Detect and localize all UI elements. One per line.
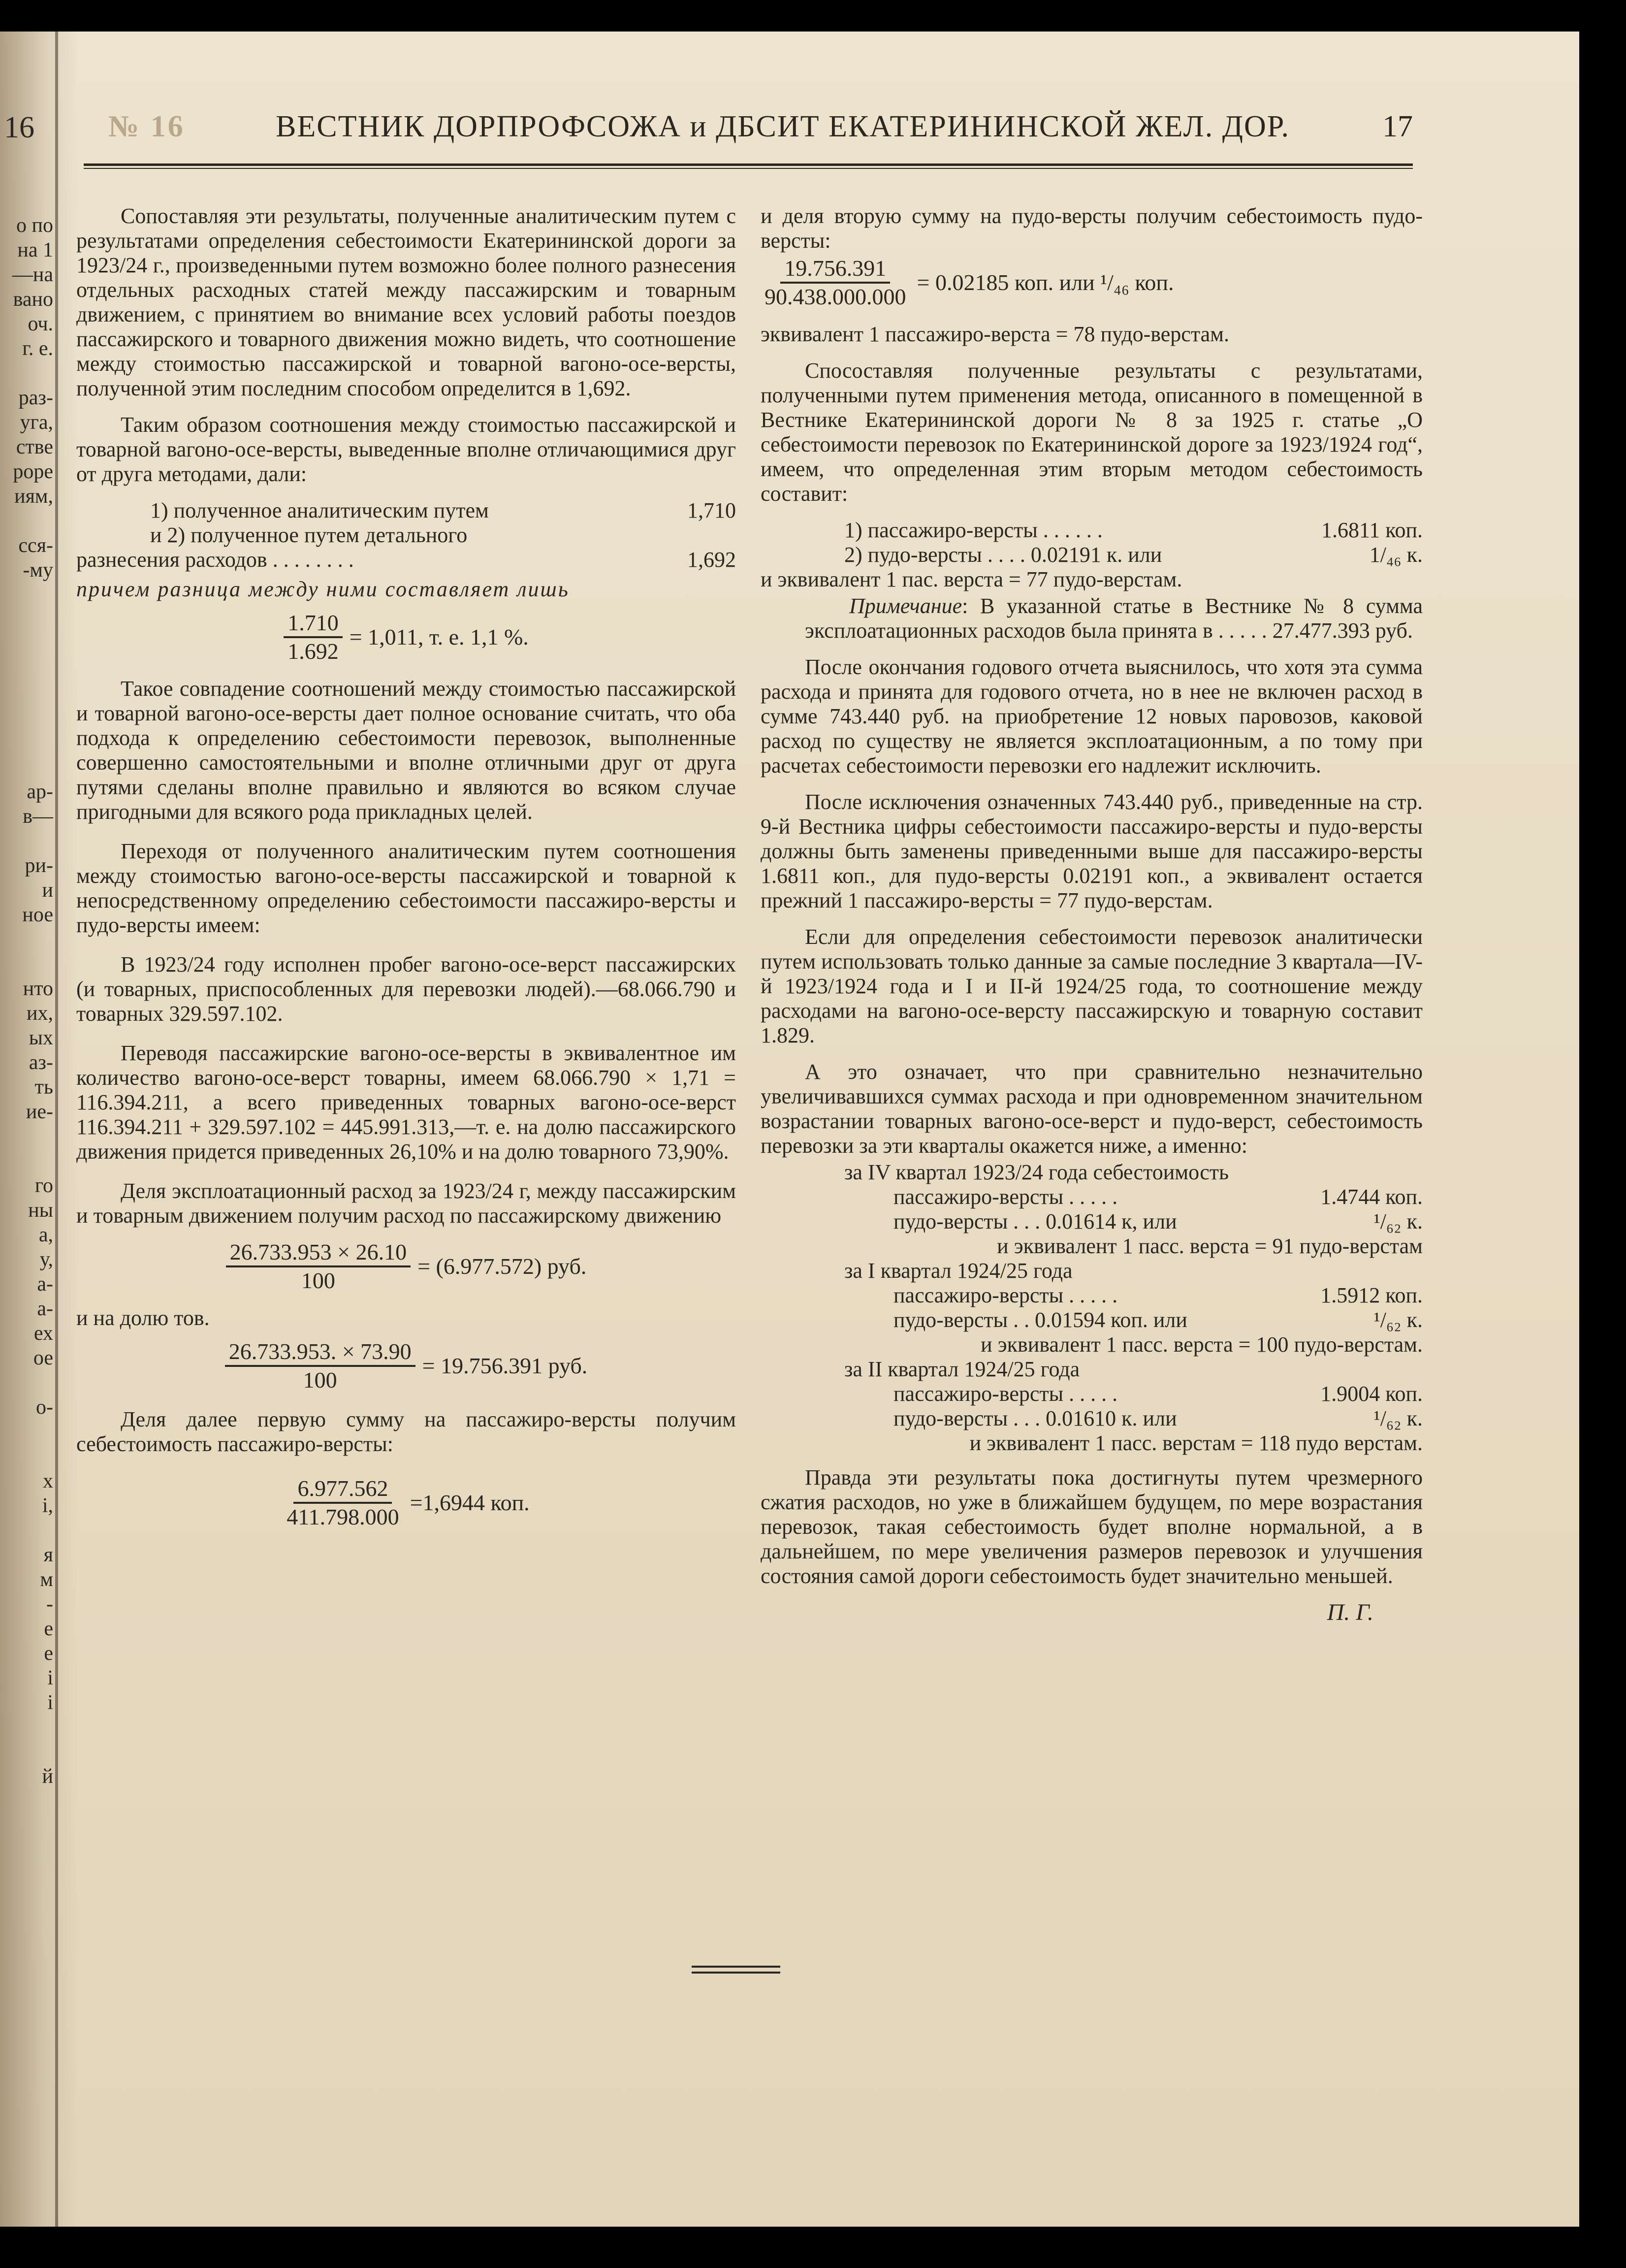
- previous-page-fragment: уга,: [20, 411, 53, 434]
- fraction: [761, 256, 910, 309]
- paragraph: Деля эксплоатационный расход за 1923/24 г, между пассажирским и товарным движением получим расход по пассажирскому движению: [76, 1179, 736, 1228]
- fraction: [284, 611, 343, 664]
- text-line: и на долю тов.: [76, 1306, 210, 1330]
- previous-page-fragment: ое: [33, 1347, 53, 1369]
- note-text: : В указанной статье в Вестнике № 8 сумма эксплоатационных расходов была принята в . . . . . 27.477.393 руб.: [805, 594, 1423, 643]
- previous-page-fragment: в—: [23, 805, 53, 828]
- previous-page-fragment: е: [44, 1642, 53, 1665]
- fraction: [225, 1339, 415, 1393]
- numerator: 1.710: [284, 611, 343, 638]
- paragraph: Правда эти результаты пока достигнуты путем чрезмерного сжатия расходов, но уже в ближайшем будущем, по мере возрастания перевозок, такая себестоимость будет вполне нормальной, а в дальнейшем, по мере увеличения размеров перевозок и улучшения состояния самой дороги себестоимость будет значительно меньшей.: [761, 1465, 1423, 1588]
- previous-page-fragment: а-: [37, 1297, 53, 1320]
- numerator: 6.977.562: [293, 1476, 392, 1504]
- previous-page-fragment: ых: [29, 1027, 53, 1049]
- running-header: [108, 109, 1418, 149]
- formula: [76, 611, 736, 664]
- previous-page-fragment: м: [40, 1568, 53, 1591]
- quarter-heading: за II квартал 1924/25 года: [844, 1357, 1080, 1381]
- list-value: 1,692: [687, 548, 736, 572]
- list-item: [76, 498, 736, 523]
- denominator: 100: [303, 1367, 337, 1393]
- formula: [76, 1240, 736, 1293]
- denominator: 90.438.000.000: [765, 284, 906, 309]
- list-item: [761, 1382, 1423, 1406]
- previous-page-fragment: -му: [23, 559, 53, 582]
- previous-page-fragment: вано: [13, 288, 53, 311]
- difference-line: причем разница между ними составляет лишь: [76, 577, 570, 601]
- paragraph: Если для определения себестоимости перевозок аналитически путем использовать только данные за самые последние 3 квартала—IV-й 1923/1924 года и I и II-й 1924/25 года, то соотношение между расходами на вагоно-осе-версту пассажирскую и товарную составит 1.829.: [761, 925, 1423, 1047]
- signature: П. Г.: [1327, 1599, 1373, 1625]
- list-label: пудо-версты . . . 0.01610 к. или: [893, 1406, 1177, 1430]
- previous-page-fragment: а-: [37, 1273, 53, 1296]
- previous-page-fragment: о по: [16, 214, 53, 237]
- document-page: [0, 32, 1579, 2227]
- previous-page-fragment: аз-: [29, 1051, 53, 1074]
- previous-page-fragment: ие-: [26, 1101, 53, 1123]
- previous-page-fragment: г. е.: [22, 337, 53, 360]
- issue-number: № 16: [108, 110, 185, 143]
- page-number: 17: [1382, 110, 1413, 143]
- list-item: [76, 548, 736, 572]
- fraction: [283, 1476, 403, 1529]
- journal-title: ВЕСТНИК ДОРПРОФСОЖА и ДБСИТ ЕКАТЕРИНИНСКОЙ ЖЕЛ. ДОР.: [276, 110, 1290, 143]
- list-item: [761, 518, 1423, 543]
- formula: [76, 1476, 736, 1529]
- list-item: [761, 1185, 1423, 1209]
- previous-page-edge: [0, 32, 58, 2227]
- previous-page-fragment: о-: [36, 1396, 53, 1419]
- list-value: 1.9004 коп.: [1320, 1382, 1423, 1406]
- list-label: 1) пассажиро-версты . . . . . .: [844, 518, 1103, 542]
- numerator: 26.733.953 × 26.10: [226, 1240, 411, 1267]
- header-rule: [84, 163, 1413, 169]
- formula-result: = 0.02185 коп. или ¹/₄₆ коп.: [917, 270, 1174, 295]
- list-value: 1.6811 коп.: [1321, 518, 1423, 542]
- formula-result: =1,6944 коп.: [410, 1490, 530, 1515]
- previous-page-fragment: раз-: [18, 387, 53, 409]
- previous-page-fragment: оч.: [28, 313, 53, 335]
- paragraph: и деля вторую сумму на пудо-версты получим себестоимость пудо-версты:: [761, 204, 1423, 253]
- previous-page-fragment: й: [42, 1765, 53, 1788]
- note: [761, 594, 1423, 643]
- quarter-heading: за I квартал 1924/25 года: [844, 1259, 1073, 1283]
- list-label: пассажиро-версты . . . . .: [893, 1283, 1118, 1307]
- paragraph: В 1923/24 году исполнен пробег вагоно-осе-верст пассажирских (и товарных, приспособленных для перевозки людей).—68.066.790 и товарных 329.597.102.: [76, 952, 736, 1026]
- previous-page-fragment: ное: [22, 904, 53, 926]
- previous-page-fragment: ри-: [25, 854, 53, 877]
- left-column: [76, 204, 736, 1542]
- end-ornament-rule: [692, 1966, 780, 1977]
- previous-page-fragment: на 1: [17, 239, 53, 261]
- denominator: 411.798.000: [287, 1504, 399, 1529]
- list-item: [761, 1308, 1423, 1332]
- list-value: 1.5912 коп.: [1320, 1283, 1423, 1307]
- previous-page-fragment: го: [34, 1174, 53, 1197]
- list-item: [761, 1406, 1423, 1431]
- right-column: [761, 204, 1423, 1625]
- previous-page-fragment: ны: [28, 1199, 53, 1222]
- paragraph: Такое совпадение соотношений между стоимостью пассажирской и товарной вагоно-осе-версты дает полное основание считать, что оба подхода к определению себестоимости перевозок, выполненные совершенно самостоятельными и вполне отличными друг от друга путями сделаны вполне правильно и являются во всяком случае пригодными для всякого рода прикладных целей.: [76, 677, 736, 824]
- paragraph: Переходя от полученного аналитическим путем соотношения между стоимостью вагоно-осе-версты пассажирской и товарной к непосредственному определению себестоимости пассажиро-версты и пудо-версты имеем:: [76, 839, 736, 937]
- paragraph: Сопоставляя эти результаты, полученные аналитическим путем с результатами определения себестоимости Екатерининской дороги за 1923/24 г., произведенными путем возможно более полного разнесения отдельных расходных статей между пассажирским и товарным движением, с принятием во внимание всех условий работы поездов пассажирского и товарного движения можно видеть, что соотношение между стоимостью пассажирской и товарной вагоно-осе-версты, полученной этим последним способом определится в 1,692.: [76, 204, 736, 400]
- previous-page-fragment: я: [43, 1544, 53, 1566]
- list-label: и 2) полученное путем детального: [150, 523, 468, 547]
- list-label: пудо-версты . . . 0.01614 к, или: [893, 1209, 1177, 1233]
- previous-page-fragment: ар-: [27, 780, 53, 803]
- paragraph: А это означает, что при сравнительно незначительно увеличивавшихся суммах расхода и при одновременном значительном возрастании товарных вагоно-осе-верст и пудо-верст, себестоимость перевозки за эти кварталы окажется ниже, а именно:: [761, 1060, 1423, 1158]
- previous-page-fragment: нто: [23, 977, 53, 1000]
- formula-result: = 19.756.391 руб.: [422, 1353, 588, 1378]
- formula: [761, 256, 1423, 309]
- previous-page-fragment: і: [47, 1691, 53, 1714]
- list-item: [761, 543, 1423, 567]
- list-label: 2) пудо-версты . . . . 0.02191 к. или: [844, 543, 1162, 567]
- list-value: ¹/₆₂ к.: [1373, 1209, 1423, 1233]
- text-line: и эквивалент 1 пасс. верста = 100 пудо-верстам.: [981, 1332, 1423, 1357]
- previous-page-fragment: и: [42, 879, 53, 902]
- paragraph: Переводя пассажирские вагоно-осе-версты в эквивалентное им количество вагоно-осе-верст товарны, имеем 68.066.790 × 1,71 = 116.394.211, а всего приведенных товарных вагоно-осе-верст 116.394.211 + 329.597.102 = 445.991.313,—т. е. на долю пассажирского движения придется приведенных 26,10% и на долю товарного 73,90%.: [76, 1041, 736, 1164]
- formula-result: = 1,011, т. е. 1,1 %.: [349, 624, 529, 649]
- paragraph: эквивалент 1 пассажиро-верста = 78 пудо-верстам.: [761, 322, 1229, 346]
- text-line: и эквивалент 1 пасс. верста = 91 пудо-верстам: [997, 1234, 1423, 1258]
- paragraph: Спосоставляя полученные результаты с результатами, полученными путем применения метода, описанного в помещенной в Вестнике Екатерининской дороги № 8 за 1925 г. статье „О себестоимости перевозок по Екатерининской дороге за 1923/1924 год“, имеем, что определенная этим вторым методом себестоимость составит:: [761, 358, 1423, 506]
- list-label: пудо-версты . . 0.01594 коп. или: [893, 1308, 1187, 1332]
- previous-page-fragment: стве: [16, 436, 53, 458]
- paragraph: Деля далее первую сумму на пассажиро-версты получим себестоимость пассажиро-версты:: [76, 1407, 736, 1456]
- text-line: и эквивалент 1 пас. верста = 77 пудо-верстам.: [761, 567, 1182, 591]
- paragraph: После исключения означенных 743.440 руб., приведенные на стр. 9-й Вестника цифры себестоимости пассажиро-версты и пудо-версты должны быть заменены приведенными выше для пассажиро-версты 1.6811 коп., для пудо-версты 0.02191 коп., а эквивалент остается прежний 1 пассажиро-версты = 77 пудо-верстам.: [761, 790, 1423, 912]
- quarter-heading: за IV квартал 1923/24 года себестоимость: [844, 1160, 1229, 1184]
- previous-page-number: 16: [4, 111, 34, 144]
- list-label: разнесения расходов . . . . . . . .: [76, 548, 354, 572]
- list-item: [761, 1283, 1423, 1308]
- note-label: Примечание: [849, 594, 962, 618]
- text-line: и эквивалент 1 пасс. верстам = 118 пудо верстам.: [969, 1431, 1423, 1455]
- previous-page-fragment: иям,: [14, 485, 53, 508]
- denominator: 100: [301, 1268, 335, 1293]
- previous-page-fragment: ть: [34, 1076, 53, 1099]
- previous-page-fragment: ех: [33, 1322, 53, 1345]
- fraction: [226, 1240, 411, 1293]
- previous-page-fragment: роре: [13, 460, 53, 483]
- previous-page-fragment: і,: [42, 1494, 53, 1517]
- list-value: 1,710: [687, 498, 736, 522]
- list-item: [76, 523, 736, 548]
- list-label: 1) полученное аналитическим путем: [150, 498, 489, 522]
- denominator: 1.692: [287, 639, 339, 664]
- previous-page-fragment: их,: [27, 1002, 53, 1025]
- previous-page-fragment: сся-: [18, 534, 53, 557]
- numerator: 26.733.953. × 73.90: [225, 1339, 415, 1367]
- formula: [76, 1339, 736, 1393]
- previous-page-fragment: у,: [39, 1248, 53, 1271]
- formula-result: = (6.977.572) руб.: [417, 1254, 587, 1279]
- list-value: ¹/₆₂ к.: [1373, 1308, 1423, 1332]
- paragraph: После окончания годового отчета выяснилось, что хотя эта сумма расхода и принята для годового отчета, но в нее не включен расход в сумме 743.440 руб. на приобретение 12 новых паровозов, каковой расход по существу не является эксплоатационным, а по тому при расчетах себестоимости перевозки его надлежит исключить.: [761, 655, 1423, 778]
- list-value: ¹/₆₂ к.: [1373, 1406, 1423, 1430]
- list-item: [761, 1209, 1423, 1234]
- list-value: 1/₄₆ к.: [1369, 543, 1423, 567]
- previous-page-fragment: і: [47, 1667, 53, 1689]
- previous-page-fragment: а,: [38, 1224, 53, 1246]
- previous-page-fragment: х: [43, 1470, 53, 1492]
- previous-page-fragment: е: [44, 1618, 53, 1640]
- paragraph: Таким образом соотношения между стоимостью пассажирской и товарной вагоно-осе-версты, выведенные вполне отличающимися друг от друга методами, дали:: [76, 413, 736, 486]
- list-label: пассажиро-версты . . . . .: [893, 1382, 1118, 1406]
- list-value: 1.4744 коп.: [1320, 1185, 1423, 1209]
- previous-page-fragment: -: [46, 1593, 53, 1616]
- list-label: пассажиро-версты . . . . .: [893, 1185, 1118, 1209]
- numerator: 19.756.391: [780, 256, 890, 284]
- previous-page-fragment: —на: [12, 263, 53, 286]
